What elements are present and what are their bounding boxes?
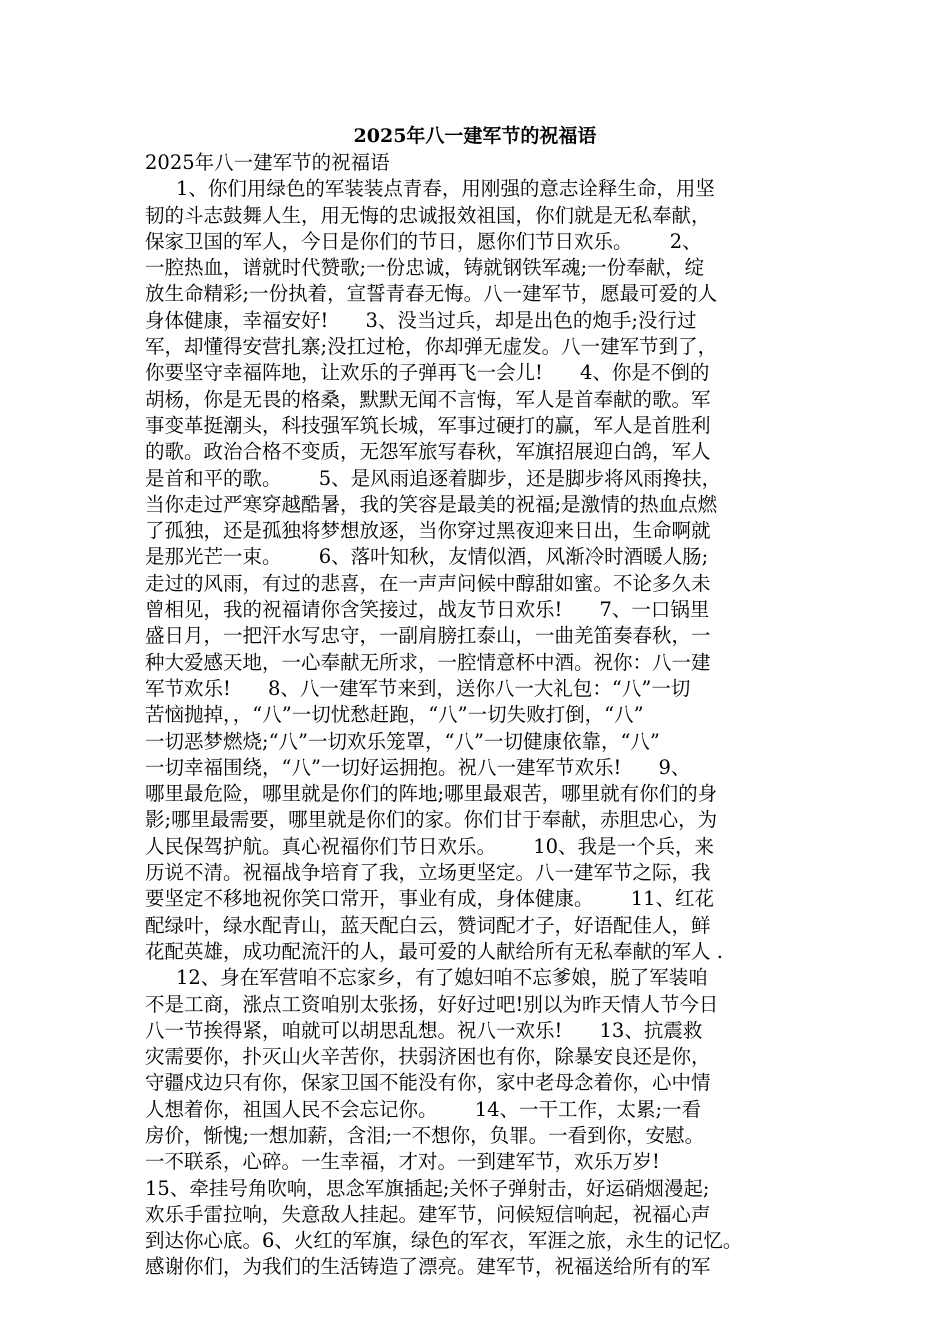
text-line: 花配英雄，成功配流汗的人，最可爱的人献给所有无私奉献的军人 . xyxy=(145,939,723,963)
text-line: 种大爱感天地，一心奉献无所求，一腔情意杯中酒。祝你：八一建 xyxy=(145,650,711,674)
text-line: 苦恼抛掉，，“八”一切忧愁赶跑，“八”一切失败打倒，“八” xyxy=(145,703,644,727)
text-line: 哪里最危险，哪里就是你们的阵地;哪里最艰苦，哪里就有你们的身 xyxy=(145,782,718,806)
text-line: 是首和平的歌。 5、是风雨追逐着脚步，还是脚步将风雨搀扶， xyxy=(145,466,722,490)
text-line: 1、你们用绿色的军装装点青春，用刚强的意志诠释生命，用坚 xyxy=(145,177,715,201)
text-line: 放生命精彩;一份执着，宣誓青春无悔。八一建军节，愿最可爱的人 xyxy=(145,282,718,306)
text-line: 守疆戍边只有你，保家卫国不能没有你，家中老母念着你，心中情 xyxy=(145,1071,711,1095)
text-line: 胡杨，你是无畏的格桑，默默无闻不言悔，军人是首奉献的歌。军 xyxy=(145,387,711,411)
text-line: 是那光芒一束。 6、落叶知秋，友情似酒，风渐冷时酒暖人肠; xyxy=(145,545,709,569)
text-line: 身体健康，幸福安好! 3、没当过兵，却是出色的炮手;没行过 xyxy=(145,308,697,332)
document-title: 2025年八一建军节的祝福语 xyxy=(353,125,597,147)
text-line: 当你走过严寒穿越酷暑，我的笑容是最美的祝福;是激情的热血点燃 xyxy=(145,492,718,516)
text-line: 曾相见，我的祝福请你含笑接过，战友节日欢乐! 7、一口锅里 xyxy=(145,598,710,622)
text-line: 一切恶梦燃烧;“八”一切欢乐笼罩，“八”一切健康依靠，“八” xyxy=(145,729,660,753)
text-line: 房价，惭愧;一想加薪，含泪;一不想你，负罪。一看到你，安慰。 xyxy=(145,1123,705,1147)
text-line: 盛日月，一把汗水写忠守，一副肩膀扛泰山，一曲羌笛奏春秋，一 xyxy=(145,624,711,648)
text-line: 2025年八一建军节的祝福语 xyxy=(145,151,390,174)
text-line: 到达你心底。6、火红的军旗，绿色的军衣，军涯之旅，永生的记忆。 xyxy=(145,1229,743,1253)
text-line: 军，却懂得安营扎寨;没扛过枪，你却弹无虚发。八一建军节到了， xyxy=(145,335,718,359)
text-line: 人民保驾护航。真心祝福你们节日欢乐。 10、我是一个兵，来 xyxy=(145,834,715,858)
text-line: 欢乐手雷拉响，失意敌人挂起。建军节，问候短信响起，祝福心声 xyxy=(145,1202,711,1226)
text-line: 15、牵挂号角吹响，思念军旗插起;关怀子弹射击，好运硝烟漫起; xyxy=(145,1176,710,1200)
text-line: 韧的斗志鼓舞人生，用无悔的忠诚报效祖国，你们就是无私奉献， xyxy=(145,203,711,227)
text-line: 感谢你们，为我们的生活铸造了漂亮。建军节，祝福送给所有的军 xyxy=(145,1255,711,1279)
text-line: 事变革挺潮头，科技强军筑长城，军事过硬打的赢，军人是首胜利 xyxy=(145,413,711,437)
text-line: 八一节挨得紧，咱就可以胡思乱想。祝八一欢乐! 13、抗震救 xyxy=(145,1018,703,1042)
text-line: 灾需要你，扑灭山火辛苦你，扶弱济困也有你，除暴安良还是你， xyxy=(145,1045,711,1069)
text-line: 人想着你，祖国人民不会忘记你。 14、一干工作，太累;一看 xyxy=(145,1097,702,1121)
text-line: 了孤独，还是孤独将梦想放逐，当你穿过黑夜迎来日出，生命啊就 xyxy=(145,519,711,543)
text-line: 要坚定不移地祝你笑口常开，事业有成，身体健康。 11、红花 xyxy=(145,887,715,911)
text-line: 走过的风雨，有过的悲喜，在一声声问候中醇甜如蜜。不论多久未 xyxy=(145,571,711,595)
text-line: 一切幸福围绕，“八”一切好运拥抱。祝八一建军节欢乐! 9、 xyxy=(145,755,691,779)
text-line: 的歌。政治合格不变质，无怨军旅写春秋，军旗招展迎白鸽，军人 xyxy=(145,440,711,464)
text-line: 一腔热血，谱就时代赞歌;一份忠诚，铸就钢铁军魂;一份奉献，绽 xyxy=(145,256,705,280)
text-line: 一不联系，心碎。一生幸福，才对。一到建军节，欢乐万岁! xyxy=(145,1150,660,1174)
text-line: 配绿叶，绿水配青山，蓝天配白云，赞词配才子，好语配佳人，鲜 xyxy=(145,913,711,937)
text-line: 不是工商，涨点工资咱别太张扬，好好过吧!别以为昨天情人节今日 xyxy=(145,992,719,1016)
text-line: 历说不清。祝福战争培育了我，立场更坚定。八一建军节之际，我 xyxy=(145,861,711,885)
text-line: 你要坚守幸福阵地，让欢乐的子弹再飞一会儿! 4、你是不倒的 xyxy=(145,361,710,385)
text-line: 军节欢乐! 8、八一建军节来到，送你八一大礼包：“八”一切 xyxy=(145,676,691,700)
text-line: 12、身在军营咱不忘家乡，有了媳妇咱不忘爹娘，脱了军装咱 xyxy=(145,966,708,990)
text-line: 影;哪里最需要，哪里就是你们的家。你们甘于奉献，赤胆忠心，为 xyxy=(145,808,718,832)
document-body xyxy=(145,150,825,1281)
text-line: 保家卫国的军人，今日是你们的节日，愿你们节日欢乐。 2、 xyxy=(145,229,702,253)
